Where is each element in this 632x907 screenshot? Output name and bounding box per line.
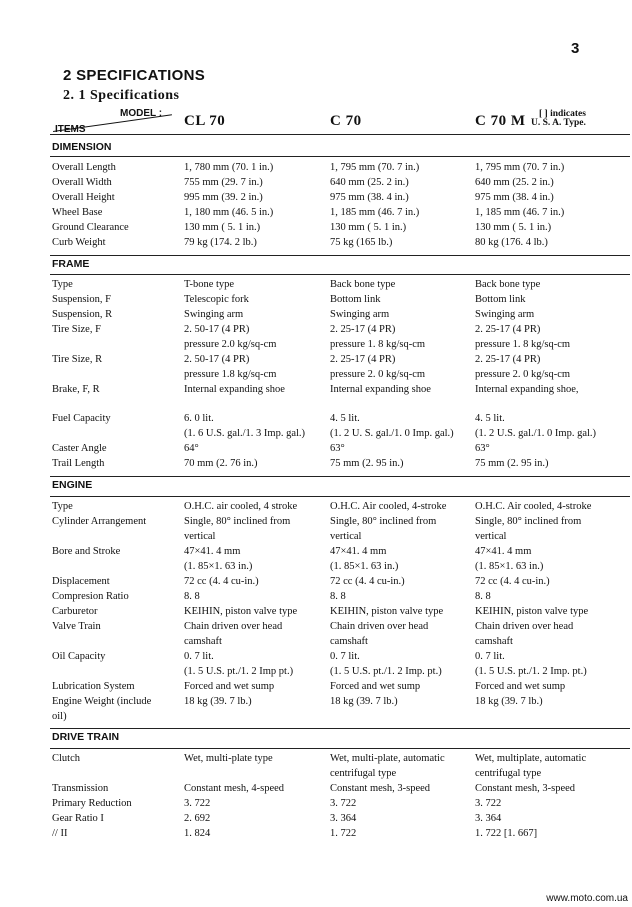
row-value-c70m: 0. 7 lit. bbox=[475, 651, 505, 662]
row-value-cl70: Single, 80° inclined from bbox=[184, 516, 291, 527]
row-value-c70m: Forced and wet sump bbox=[475, 681, 566, 692]
model-c70m: C 70 M bbox=[475, 113, 526, 129]
row-value-c70m: pressure 1. 8 kg/sq-cm bbox=[475, 339, 571, 350]
row-value-c70m: vertical bbox=[475, 531, 507, 542]
row-label: Engine Weight (include bbox=[52, 696, 152, 707]
row-value-c70: Bottom link bbox=[330, 294, 381, 305]
section-rule bbox=[50, 728, 630, 729]
row-value-c70m: camshaft bbox=[475, 636, 513, 647]
row-value-c70: Constant mesh, 3-speed bbox=[330, 783, 431, 794]
row-value-c70: vertical bbox=[330, 531, 362, 542]
row-value-cl70: 8. 8 bbox=[184, 591, 200, 602]
section-rule bbox=[50, 476, 630, 477]
row-value-c70: 63° bbox=[330, 443, 345, 454]
row-value-c70: camshaft bbox=[330, 636, 368, 647]
row-value-cl70: Wet, multi-plate type bbox=[184, 753, 273, 764]
row-value-cl70: 6. 0 lit. bbox=[184, 413, 214, 424]
row-value-cl70: Telescopic fork bbox=[184, 294, 249, 305]
row-value-c70m: 3. 364 bbox=[475, 813, 502, 824]
row-value-c70: pressure 2. 0 kg/sq-cm bbox=[330, 369, 426, 380]
row-value-c70: 0. 7 lit. bbox=[330, 651, 360, 662]
row-value-c70: 75 kg (165 lb.) bbox=[330, 237, 393, 248]
row-value-cl70: 995 mm (39. 2 in.) bbox=[184, 192, 263, 203]
row-value-c70: (1. 85×1. 63 in.) bbox=[330, 561, 399, 572]
row-value-c70m: Single, 80° inclined from bbox=[475, 516, 582, 527]
row-label: Tire Size, R bbox=[52, 354, 103, 365]
row-value-c70m: centrifugal type bbox=[475, 768, 542, 779]
row-value-c70m: KEIHIN, piston valve type bbox=[475, 606, 589, 617]
row-value-c70m: Constant mesh, 3-speed bbox=[475, 783, 576, 794]
row-value-cl70: 1. 824 bbox=[184, 828, 211, 839]
row-label: Ground Clearance bbox=[52, 222, 129, 233]
row-value-cl70: pressure 2.0 kg/sq-cm bbox=[184, 339, 277, 350]
row-value-c70: 975 mm (38. 4 in.) bbox=[330, 192, 409, 203]
row-value-c70: 130 mm ( 5. 1 in.) bbox=[330, 222, 407, 233]
row-label: Oil Capacity bbox=[52, 651, 106, 662]
row-value-c70m: pressure 2. 0 kg/sq-cm bbox=[475, 369, 571, 380]
row-label: Tire Size, F bbox=[52, 324, 101, 335]
row-value-c70: (1. 5 U.S. pt./1. 2 Imp. pt.) bbox=[330, 666, 442, 677]
row-label: Type bbox=[52, 279, 73, 290]
row-value-cl70: 79 kg (174. 2 lb.) bbox=[184, 237, 257, 248]
row-label: Fuel Capacity bbox=[52, 413, 111, 424]
row-value-c70m: Internal expanding shoe, bbox=[475, 384, 579, 395]
section-title-rule bbox=[50, 496, 630, 497]
section-title: ENGINE bbox=[52, 479, 93, 491]
row-label: Type bbox=[52, 501, 73, 512]
row-label: Transmission bbox=[52, 783, 109, 794]
row-value-cl70: (1. 85×1. 63 in.) bbox=[184, 561, 253, 572]
row-value-c70m: 1, 185 mm (46. 7 in.) bbox=[475, 207, 565, 218]
row-label: Carburetor bbox=[52, 606, 98, 617]
row-label: Bore and Stroke bbox=[52, 546, 121, 557]
row-value-c70m: 4. 5 lit. bbox=[475, 413, 505, 424]
row-label: Suspension, F bbox=[52, 294, 111, 305]
usa-note-line1: [ ] indicates bbox=[539, 109, 586, 119]
row-value-c70m: 75 mm (2. 95 in.) bbox=[475, 458, 549, 469]
row-value-c70: 1, 795 mm (70. 7 in.) bbox=[330, 162, 420, 173]
section-title-rule bbox=[50, 748, 630, 749]
row-label: Valve Train bbox=[52, 621, 101, 632]
row-value-c70: Forced and wet sump bbox=[330, 681, 421, 692]
row-value-c70: KEIHIN, piston valve type bbox=[330, 606, 444, 617]
row-label: Compresion Ratio bbox=[52, 591, 129, 602]
row-value-cl70: 2. 692 bbox=[184, 813, 211, 824]
row-value-c70: 18 kg (39. 7 lb.) bbox=[330, 696, 398, 707]
row-value-cl70: 18 kg (39. 7 lb.) bbox=[184, 696, 252, 707]
row-value-c70: 3. 364 bbox=[330, 813, 357, 824]
row-value-cl70: O.H.C. air cooled, 4 stroke bbox=[184, 501, 298, 512]
row-value-c70m: 1, 795 mm (70. 7 in.) bbox=[475, 162, 565, 173]
row-value-c70: 4. 5 lit. bbox=[330, 413, 360, 424]
row-value-c70m: 2. 25-17 (4 PR) bbox=[475, 354, 541, 365]
model-label: MODEL : bbox=[120, 108, 163, 119]
row-value-c70: Single, 80° inclined from bbox=[330, 516, 437, 527]
row-value-c70m: Back bone type bbox=[475, 279, 541, 290]
row-value-cl70: 72 cc (4. 4 cu-in.) bbox=[184, 576, 259, 587]
row-value-cl70: 1, 780 mm (70. 1 in.) bbox=[184, 162, 274, 173]
row-label: oil) bbox=[52, 711, 67, 722]
row-label: Gear Ratio I bbox=[52, 813, 104, 824]
row-label: Primary Reduction bbox=[52, 798, 132, 809]
row-value-c70m: 2. 25-17 (4 PR) bbox=[475, 324, 541, 335]
row-value-cl70: pressure 1.8 kg/sq-cm bbox=[184, 369, 277, 380]
row-value-c70m: 640 mm (25. 2 in.) bbox=[475, 177, 554, 188]
row-value-cl70: Swinging arm bbox=[184, 309, 244, 320]
header-rule bbox=[50, 134, 630, 135]
footer-url: www.moto.com.ua bbox=[546, 893, 628, 904]
row-value-c70m: Swinging arm bbox=[475, 309, 535, 320]
row-value-c70m: 3. 722 bbox=[475, 798, 502, 809]
row-label: Suspension, R bbox=[52, 309, 113, 320]
row-label: Trail Length bbox=[52, 458, 105, 469]
row-value-c70: 47×41. 4 mm bbox=[330, 546, 387, 557]
row-value-c70m: Chain driven over head bbox=[475, 621, 574, 632]
row-value-c70: Back bone type bbox=[330, 279, 396, 290]
row-value-c70: 1. 722 bbox=[330, 828, 357, 839]
row-label: Brake, F, R bbox=[52, 384, 100, 395]
page-number: 3 bbox=[571, 40, 580, 57]
row-label: Displacement bbox=[52, 576, 110, 587]
row-label: Curb Weight bbox=[52, 237, 106, 248]
row-value-c70m: 975 mm (38. 4 in.) bbox=[475, 192, 554, 203]
row-value-c70m: 63° bbox=[475, 443, 490, 454]
items-label: ITEMS bbox=[55, 124, 86, 135]
row-value-cl70: 70 mm (2. 76 in.) bbox=[184, 458, 258, 469]
row-value-c70: 8. 8 bbox=[330, 591, 346, 602]
row-value-c70m: 47×41. 4 mm bbox=[475, 546, 532, 557]
row-label: Overall Height bbox=[52, 192, 115, 203]
row-value-c70m: 80 kg (176. 4 lb.) bbox=[475, 237, 548, 248]
row-value-c70: 2. 25-17 (4 PR) bbox=[330, 354, 396, 365]
row-value-c70m: 8. 8 bbox=[475, 591, 491, 602]
row-value-cl70: (1. 6 U.S. gal./1. 3 Imp. gal.) bbox=[184, 428, 306, 439]
row-value-cl70: 1, 180 mm (46. 5 in.) bbox=[184, 207, 274, 218]
row-value-c70: Swinging arm bbox=[330, 309, 390, 320]
row-value-c70m: (1. 2 U.S. gal./1. 0 Imp. gal.) bbox=[475, 428, 597, 439]
row-label: Lubrication System bbox=[52, 681, 135, 692]
row-value-cl70: 3. 722 bbox=[184, 798, 211, 809]
row-value-c70: Wet, multi-plate, automatic bbox=[330, 753, 445, 764]
section-heading: 2. 1 Specifications bbox=[63, 88, 180, 103]
usa-note-line2: U. S. A. Type. bbox=[531, 118, 586, 128]
row-value-c70m: 1. 722 [1. 667] bbox=[475, 828, 538, 839]
row-label: Caster Angle bbox=[52, 443, 107, 454]
row-value-cl70: 130 mm ( 5. 1 in.) bbox=[184, 222, 261, 233]
section-title: FRAME bbox=[52, 258, 90, 270]
row-value-c70m: Bottom link bbox=[475, 294, 526, 305]
row-value-cl70: 0. 7 lit. bbox=[184, 651, 214, 662]
section-title-rule bbox=[50, 156, 630, 157]
chapter-heading: 2 SPECIFICATIONS bbox=[63, 67, 206, 84]
row-value-cl70: KEIHIN, piston valve type bbox=[184, 606, 298, 617]
section-title: DIMENSION bbox=[52, 141, 112, 153]
row-value-c70: pressure 1. 8 kg/sq-cm bbox=[330, 339, 426, 350]
row-value-cl70: 2. 50-17 (4 PR) bbox=[184, 324, 250, 335]
model-c70: C 70 bbox=[330, 113, 362, 129]
row-value-c70m: 18 kg (39. 7 lb.) bbox=[475, 696, 543, 707]
row-value-cl70: Internal expanding shoe bbox=[184, 384, 285, 395]
row-value-cl70: 47×41. 4 mm bbox=[184, 546, 241, 557]
row-value-c70: centrifugal type bbox=[330, 768, 397, 779]
row-value-c70: Internal expanding shoe bbox=[330, 384, 431, 395]
row-value-c70m: O.H.C. Air cooled, 4-stroke bbox=[475, 501, 592, 512]
row-value-c70m: 130 mm ( 5. 1 in.) bbox=[475, 222, 552, 233]
row-value-c70: (1. 2 U. S. gal./1. 0 Imp. gal.) bbox=[330, 428, 454, 439]
row-value-c70m: 72 cc (4. 4 cu-in.) bbox=[475, 576, 550, 587]
row-value-cl70: camshaft bbox=[184, 636, 222, 647]
section-rule bbox=[50, 255, 630, 256]
row-value-cl70: (1. 5 U.S. pt./1. 2 Imp pt.) bbox=[184, 666, 294, 677]
row-value-c70m: Wet, multiplate, automatic bbox=[475, 753, 587, 764]
row-label: Wheel Base bbox=[52, 207, 103, 218]
model-cl70: CL 70 bbox=[184, 113, 226, 129]
row-label: Overall Length bbox=[52, 162, 116, 173]
row-value-cl70: Chain driven over head bbox=[184, 621, 283, 632]
row-value-cl70: 755 mm (29. 7 in.) bbox=[184, 177, 263, 188]
row-value-c70: 75 mm (2. 95 in.) bbox=[330, 458, 404, 469]
usa-type-note bbox=[531, 110, 586, 128]
row-value-c70: 2. 25-17 (4 PR) bbox=[330, 324, 396, 335]
row-value-c70: 640 mm (25. 2 in.) bbox=[330, 177, 409, 188]
row-value-cl70: 64° bbox=[184, 443, 199, 454]
row-label: Clutch bbox=[52, 753, 80, 764]
row-value-c70: 3. 722 bbox=[330, 798, 357, 809]
row-value-cl70: T-bone type bbox=[184, 279, 235, 290]
row-value-c70m: (1. 85×1. 63 in.) bbox=[475, 561, 544, 572]
row-value-c70m: (1. 5 U.S. pt./1. 2 Imp. pt.) bbox=[475, 666, 587, 677]
section-title: DRIVE TRAIN bbox=[52, 731, 120, 743]
row-value-cl70: Forced and wet sump bbox=[184, 681, 275, 692]
row-value-cl70: Constant mesh, 4-speed bbox=[184, 783, 285, 794]
section-title-rule bbox=[50, 274, 630, 275]
row-value-cl70: 2. 50-17 (4 PR) bbox=[184, 354, 250, 365]
row-label: Overall Width bbox=[52, 177, 112, 188]
row-label: // II bbox=[52, 828, 68, 839]
row-value-c70: 1, 185 mm (46. 7 in.) bbox=[330, 207, 420, 218]
row-value-c70: O.H.C. Air cooled, 4-stroke bbox=[330, 501, 447, 512]
row-value-cl70: vertical bbox=[184, 531, 216, 542]
row-value-c70: 72 cc (4. 4 cu-in.) bbox=[330, 576, 405, 587]
row-value-c70: Chain driven over head bbox=[330, 621, 429, 632]
row-label: Cylinder Arrangement bbox=[52, 516, 147, 527]
